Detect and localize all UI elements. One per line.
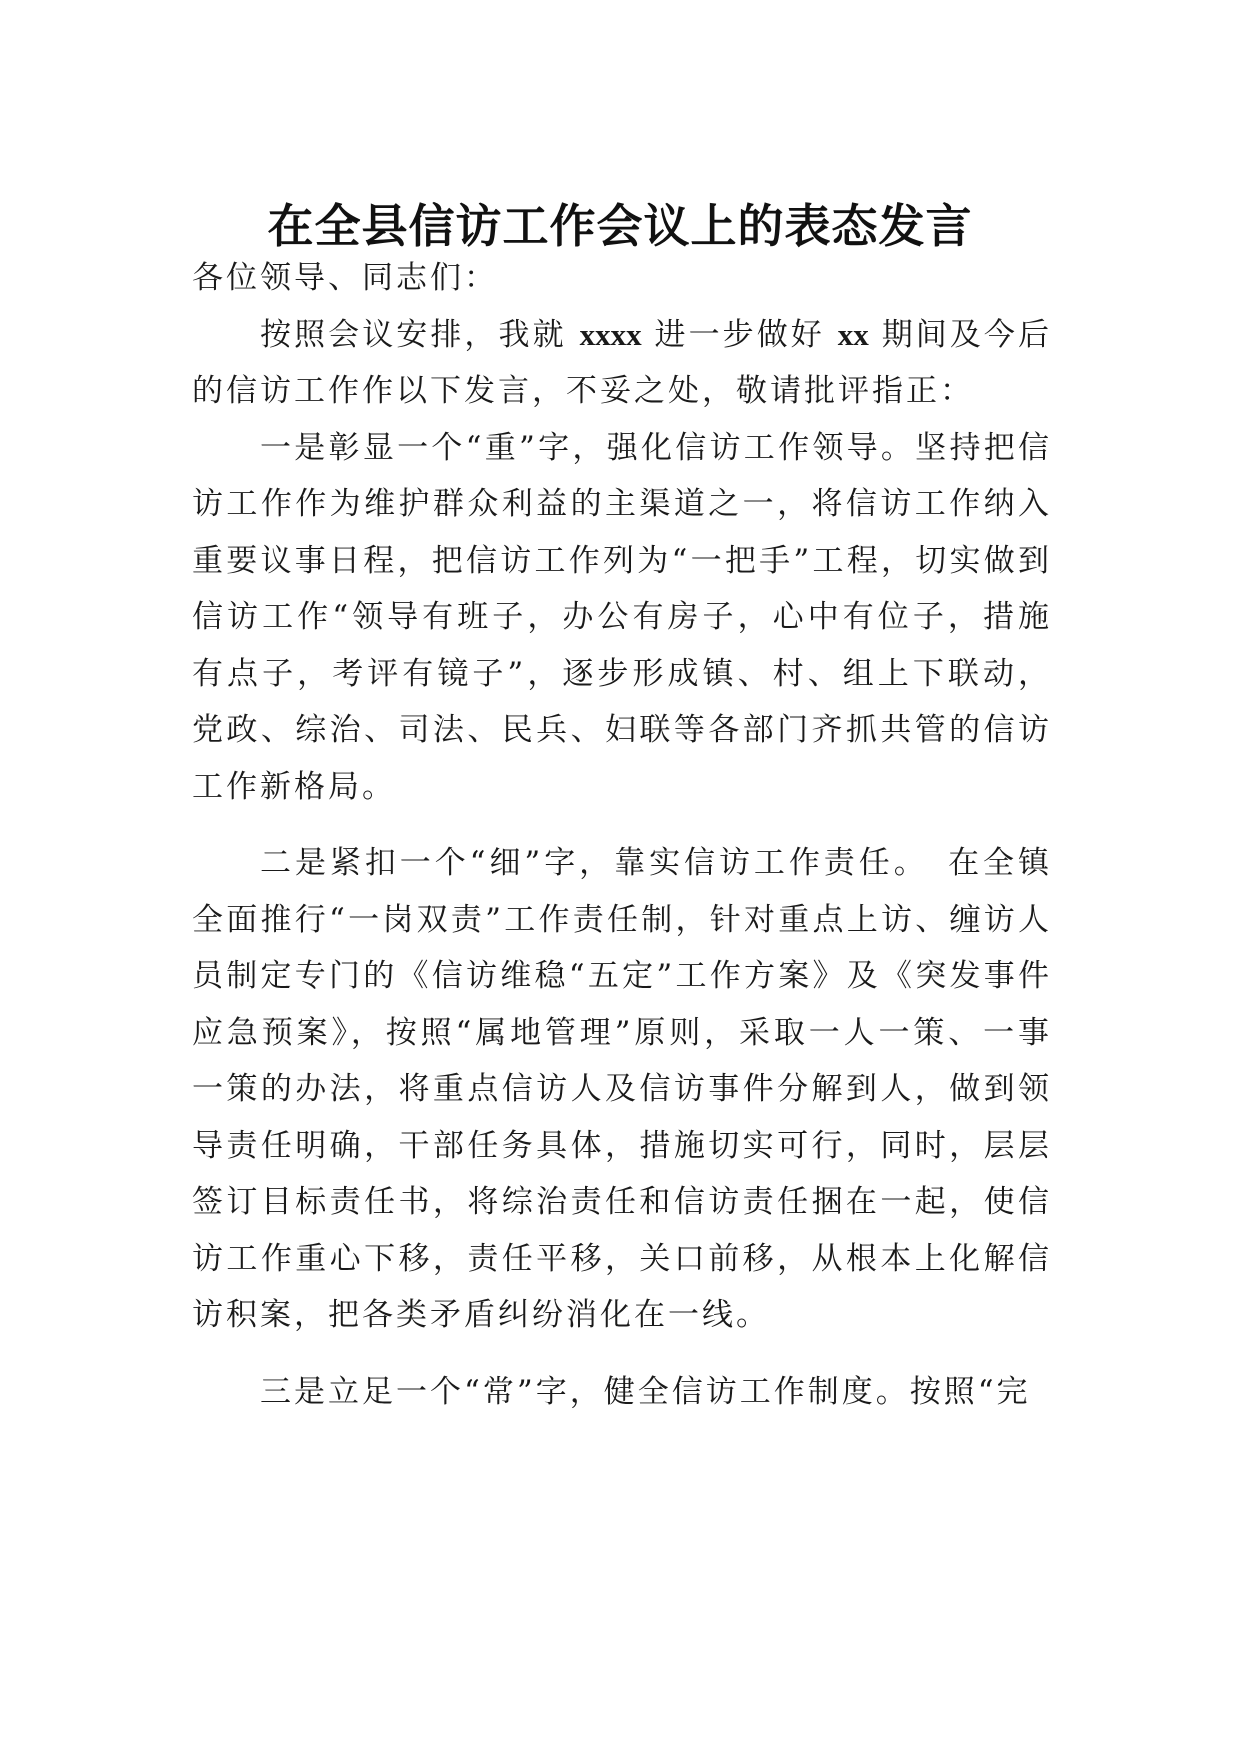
document-body	[192, 246, 1052, 1420]
paragraph-one: 一是彰显一个“重”字，强化信访工作领导。坚持把信访工作作为维护群众利益的主渠道之一，将信访工作纳入重要议事日程，把信访工作列为“一把手”工程，切实做到信访工作“领导有班子，办公有房子，心中有位子，措施有点子，考评有镜子”，逐步形成镇、村、组上下联动，党政、综治、司法、民兵、妇联等各部门齐抓共管的信访工作新格局。	[192, 429, 1052, 805]
intro-text-end: 期间及今后的信访工作作以下发言，不妥之处，敬请批评指正：	[192, 316, 1053, 409]
paragraph-two: 二是紧扣一个“细”字，靠实信访工作责任。 在全镇全面推行“一岗双责”工作责任制，针对重点上访、缠访人员制定专门的《信访维稳“五定”工作方案》及《突发事件应急预案》，按照“属地管理”原则，采取一人一策、一事一策的办法，将重点信访人及信访事件分解到人，做到领导责任明确，干部任务具体，措施切实可行，同时，层层签订目标责任书，将综治责任和信访责任捆在一起，使信访工作重心下移，责任平移，关口前移，从根本上化解信访积案，把各类矛盾纠纷消化在一线。	[192, 845, 1052, 1333]
document-title: 在全县信访工作会议上的表态发言	[267, 199, 973, 253]
intro-code-placeholder: xxxx	[579, 316, 642, 352]
intro-text-start: 按照会议安排，我就	[260, 316, 580, 353]
salutation: 各位领导、同志们：	[192, 260, 498, 296]
paragraph-three: 三是立足一个“常”字，健全信访工作制度。按照“完	[260, 1373, 1031, 1410]
intro-paragraph	[192, 307, 1052, 420]
intro-text-middle: 进一步做好	[641, 316, 838, 353]
intro-period-placeholder: xx	[837, 316, 869, 352]
